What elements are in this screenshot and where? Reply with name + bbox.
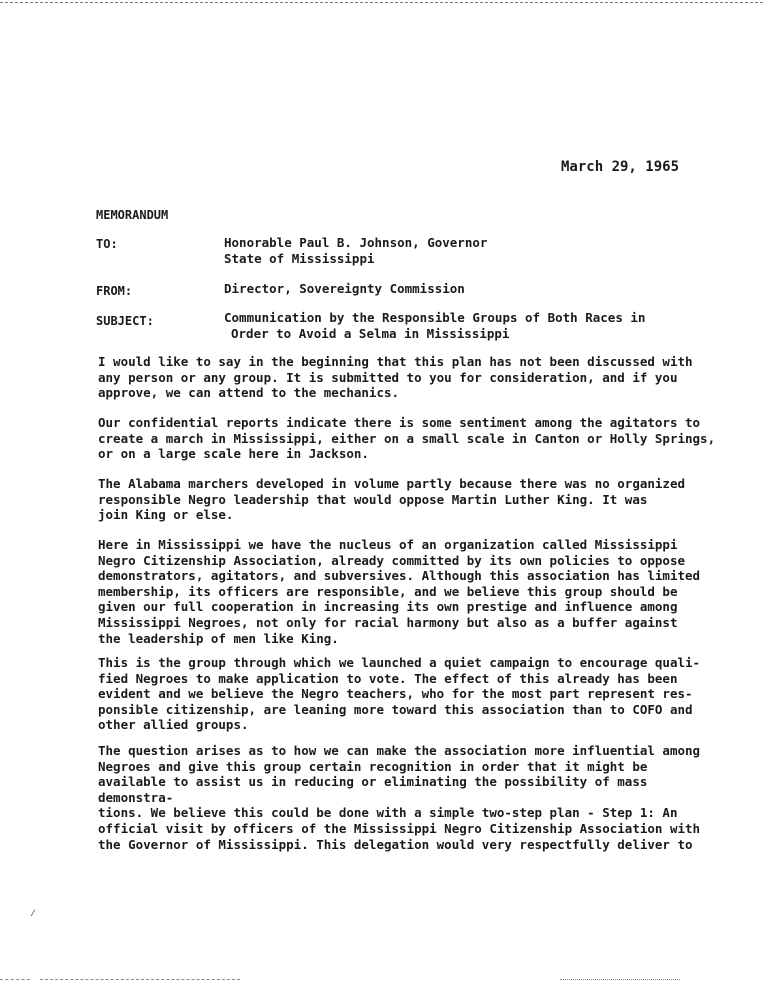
paragraph-6: The question arises as to how we can make the association more influential among Negroes and give this group certain recognition in order that it might be available to assist us in reducing or eliminating the possibility of mass demonstra- tions. We believe this could be done with a simple two-step plan - Step 1: An official visit by officers of the Mississippi Negro Citizenship Association with the Governor of Mississippi. This delegation would very respectfully deliver to <box>98 743 701 852</box>
subject-label: SUBJECT: <box>96 314 154 328</box>
bottom-edge-rule-center <box>40 979 240 980</box>
to-recipient <box>224 235 704 267</box>
to-label: TO: <box>96 237 118 251</box>
stray-mark: ⁄ <box>30 908 37 919</box>
paragraph-2: Our confidential reports indicate there is some sentiment among the agitators to create a march in Mississippi, either on a small scale in Canton or Holly Springs, or on a large scale here in Jackson. <box>98 415 716 462</box>
from-label: FROM: <box>96 284 133 298</box>
top-edge-rule <box>0 2 763 3</box>
bottom-edge-rule-left <box>0 979 30 980</box>
paragraph-5: This is the group through which we launched a quiet campaign to encourage quali- fied Negroes to make application to vote. The effect of this already has been evident and we believe the Negro teachers, who for the most part represent res- ponsible citizenship, are leaning more toward this association than to COFO and other allied groups. <box>98 655 701 733</box>
subject-line-2: Order to Avoid a Selma in Mississippi <box>231 326 510 341</box>
to-line-2: State of Mississippi <box>224 251 375 266</box>
from-value: Director, Sovereignty Commission <box>224 281 465 296</box>
paragraph-3: The Alabama marchers developed in volume partly because there was no organized responsible Negro leadership that would oppose Martin Luther King. It was join King or else. <box>98 476 685 523</box>
paragraph-4: Here in Mississippi we have the nucleus of an organization called Mississippi Negro Citizenship Association, already committed by its own policies to oppose demonstrators, agitators, and subversives. Although this association has limited membership, its officers are responsible, and we believe this group should be given our full cooperation in increasing its own prestige and influence among Mississippi Negroes, not only for racial harmony but also as a buffer against the leadership of men like King. <box>98 537 701 646</box>
memo-date: March 29, 1965 <box>561 159 680 175</box>
subject-line-1: Communication by the Responsible Groups of Both Races in <box>224 310 646 325</box>
subject-value <box>224 310 704 342</box>
bottom-edge-rule-right <box>560 979 680 980</box>
paragraph-1: I would like to say in the beginning that this plan has not been discussed with any person or any group. It is submitted to you for consideration, and if you approve, we can attend to the mechanics. <box>98 354 693 401</box>
to-line-1: Honorable Paul B. Johnson, Governor <box>224 235 488 250</box>
memo-title: MEMORANDUM <box>96 208 169 222</box>
